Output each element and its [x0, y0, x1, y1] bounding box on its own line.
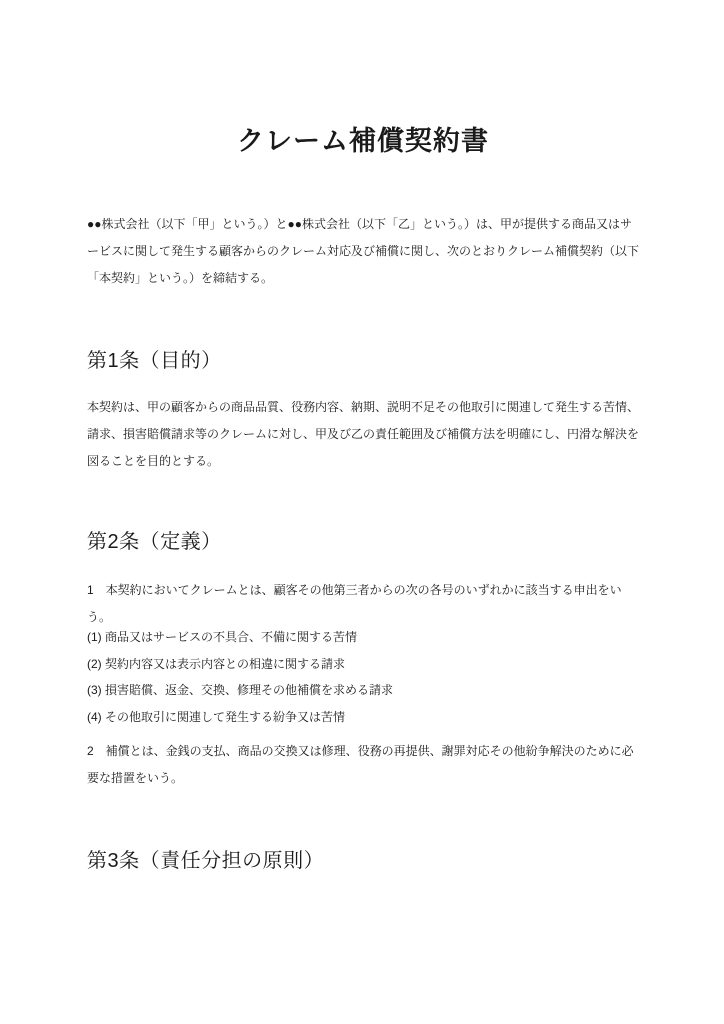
article-1-body: 本契約は、甲の顧客からの商品品質、役務内容、納期、説明不足その他取引に関連して発生する苦情、請求、損害賠償請求等のクレームに対し、甲及び乙の責任範囲及び補償方法を明確にし、円滑な解決を図ることを目的とする。 — [87, 400, 640, 468]
article-1-heading: 第1条（目的） — [87, 350, 222, 372]
definition-list-item: (4) その他取引に関連して発生する紛争又は苦情 — [87, 709, 346, 724]
article-2-clause-2: 2 補償とは、金銭の支払、商品の交換又は修理、役務の再提供、謝罪対応その他紛争解決のために必要な措置をいう。 — [87, 744, 634, 785]
article-2-clause-1: 1 本契約においてクレームとは、顧客その他第三者からの次の各号のいずれかに該当する申出をいう。 — [87, 583, 622, 624]
article-2-heading: 第2条（定義） — [87, 531, 222, 553]
definition-list-item: (2) 契約内容又は表示内容との相違に関する請求 — [87, 656, 346, 671]
document-title: クレーム補償契約書 — [237, 126, 489, 156]
definition-list-item: (1) 商品又はサービスの不具合、不備に関する苦情 — [87, 630, 358, 644]
article-3-heading: 第3条（責任分担の原則） — [87, 850, 325, 872]
definition-list-item: (3) 損害賠償、返金、交換、修理その他補償を求める請求 — [87, 683, 394, 697]
preamble-paragraph: ●●株式会社（以下「甲」という。）と●●株式会社（以下「乙」という。）は、甲が提供する商品又はサービスに関して発生する顧客からのクレーム対応及び補償に関し、次のとおりクレーム補償契約（以下「本契約」という。）を締結する。 — [87, 217, 640, 285]
